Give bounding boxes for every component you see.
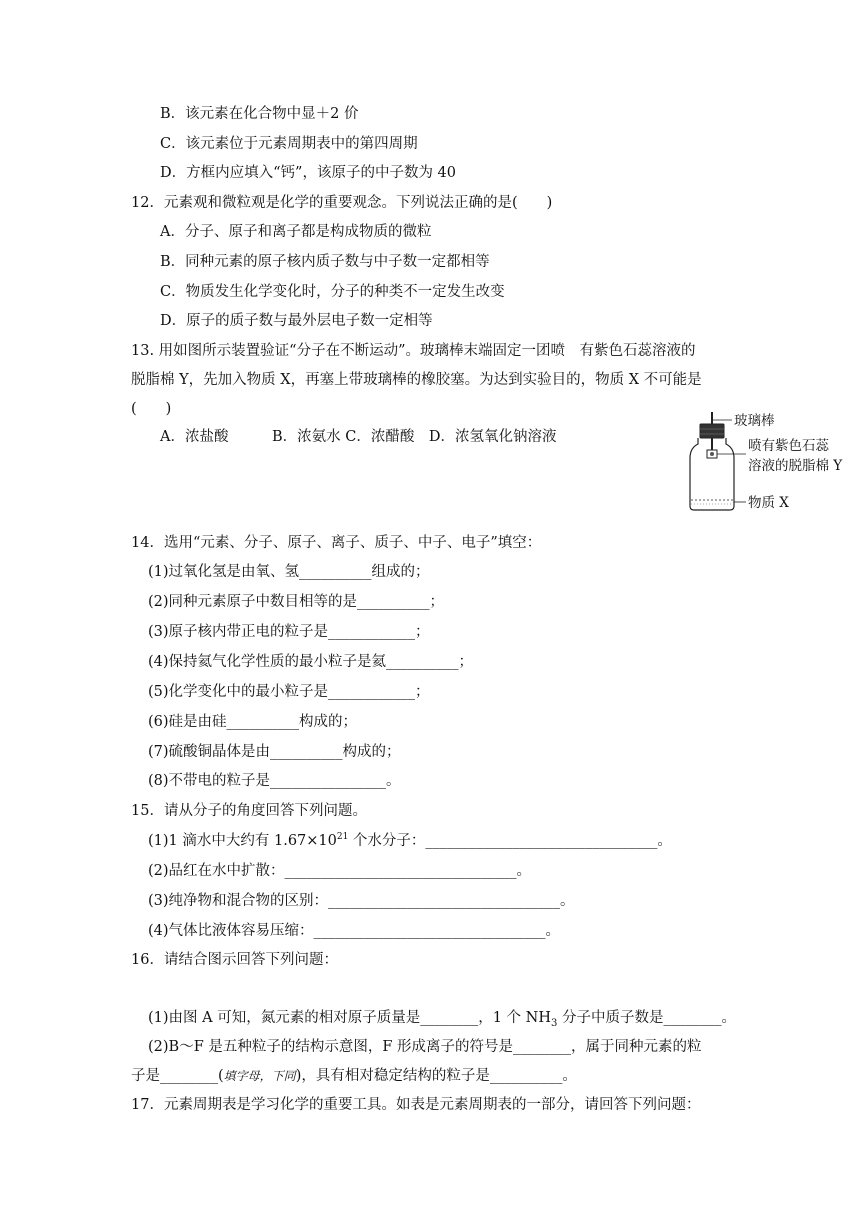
label-cotton-line2: 溶液的脱脂棉 Y (748, 458, 843, 474)
q15-item-1: (1)1 滴水中大约有 $1.67\times 10^{21}$ 个水分子：________________________________。 (148, 832, 672, 849)
apparatus-figure (688, 408, 858, 518)
label-substance-x: 物质 X (748, 495, 789, 511)
label-glass-rod: 玻璃棒 (734, 413, 775, 429)
q11-option-c: C．该元素位于元素周期表中的第四周期 (160, 136, 418, 152)
q12-option-a: A．分子、原子和离子都是构成物质的微粒 (160, 224, 432, 240)
q13-stem-line3: ( ) (131, 401, 172, 417)
q14-item-6: (6)硅是由硅__________构成的； (148, 714, 358, 730)
q16-stem: 16．请结合图示回答下列问题： (131, 952, 338, 968)
q14-item-2: (2)同种元素原子中数目相等的是__________； (148, 594, 445, 610)
q17-stem: 17．元素周期表是学习化学的重要工具。如表是元素周期表的一部分，请回答下列问题： (131, 1097, 701, 1113)
q13-options: A．浓盐酸 B．浓氨水 C．浓醋酸 D．浓氢氧化钠溶液 (160, 429, 557, 445)
q14-item-4: (4)保持氦气化学性质的最小粒子是氦__________； (148, 654, 474, 670)
q11-option-d: D．方框内应填入“钙”，该原子的中子数为 40 (160, 165, 457, 181)
q15-item-2: (2)品红在水中扩散：________________________________。 (148, 863, 532, 879)
q16-line-1: (1)由图 A 可知，氮元素的相对原子质量是________，1 个 $NH_3$ 分子中质子数是________。 (148, 1010, 736, 1029)
q12-option-c: C．物质发生化学变化时，分子的种类不一定发生改变 (160, 284, 505, 300)
q11-option-b: B．该元素在化合物中显＋2 价 (160, 106, 359, 122)
q14-item-3: (3)原子核内带正电的粒子是____________； (148, 624, 430, 640)
q12-stem: 12．元素观和微粒观是化学的重要观念。下列说法正确的是( ) (131, 195, 553, 211)
q14-item-8: (8)不带电的粒子是________________。 (148, 773, 401, 789)
q13-stem-line2: 脱脂棉 Y，先加入物质 X，再塞上带玻璃棒的橡胶塞。为达到实验目的，物质 X 不可能是 (131, 372, 702, 388)
label-cotton-line1: 喷有紫色石蕊 (748, 438, 829, 454)
q14-stem: 14．选用“元素、分子、原子、离子、质子、中子、电子”填空： (131, 535, 542, 551)
q12-option-b: B．同种元素的原子核内质子数与中子数一定都相等 (160, 254, 490, 270)
q15-stem: 15．请从分子的角度回答下列问题。 (131, 803, 367, 819)
q15-item-4: (4)气体比液体容易压缩：________________________________。 (148, 923, 561, 939)
q13-stem-line1: 13. 用如图所示装置验证“分子在不断运动”。玻璃棒末端固定一团喷 有紫色石蕊溶液的 (131, 343, 696, 359)
q15-item-3: (3)纯净物和混合物的区别：________________________________。 (148, 893, 575, 909)
q12-option-d: D．原子的质子数与最外层电子数一定相等 (160, 313, 433, 329)
q16-line-2: (2)B～F 是五种粒子的结构示意图，F 形成离子的符号是________，属于同种元素的粒 (148, 1039, 702, 1055)
q14-item-7: (7)硫酸铜晶体是由__________构成的； (148, 744, 401, 760)
q14-item-1: (1)过氧化氢是由氧、氢__________组成的； (148, 564, 430, 580)
q16-line-3: 子是________(填字母，下同)，具有相对稳定结构的粒子是__________。 (131, 1068, 577, 1084)
q14-item-5: (5)化学变化中的最小粒子是____________； (148, 684, 430, 700)
